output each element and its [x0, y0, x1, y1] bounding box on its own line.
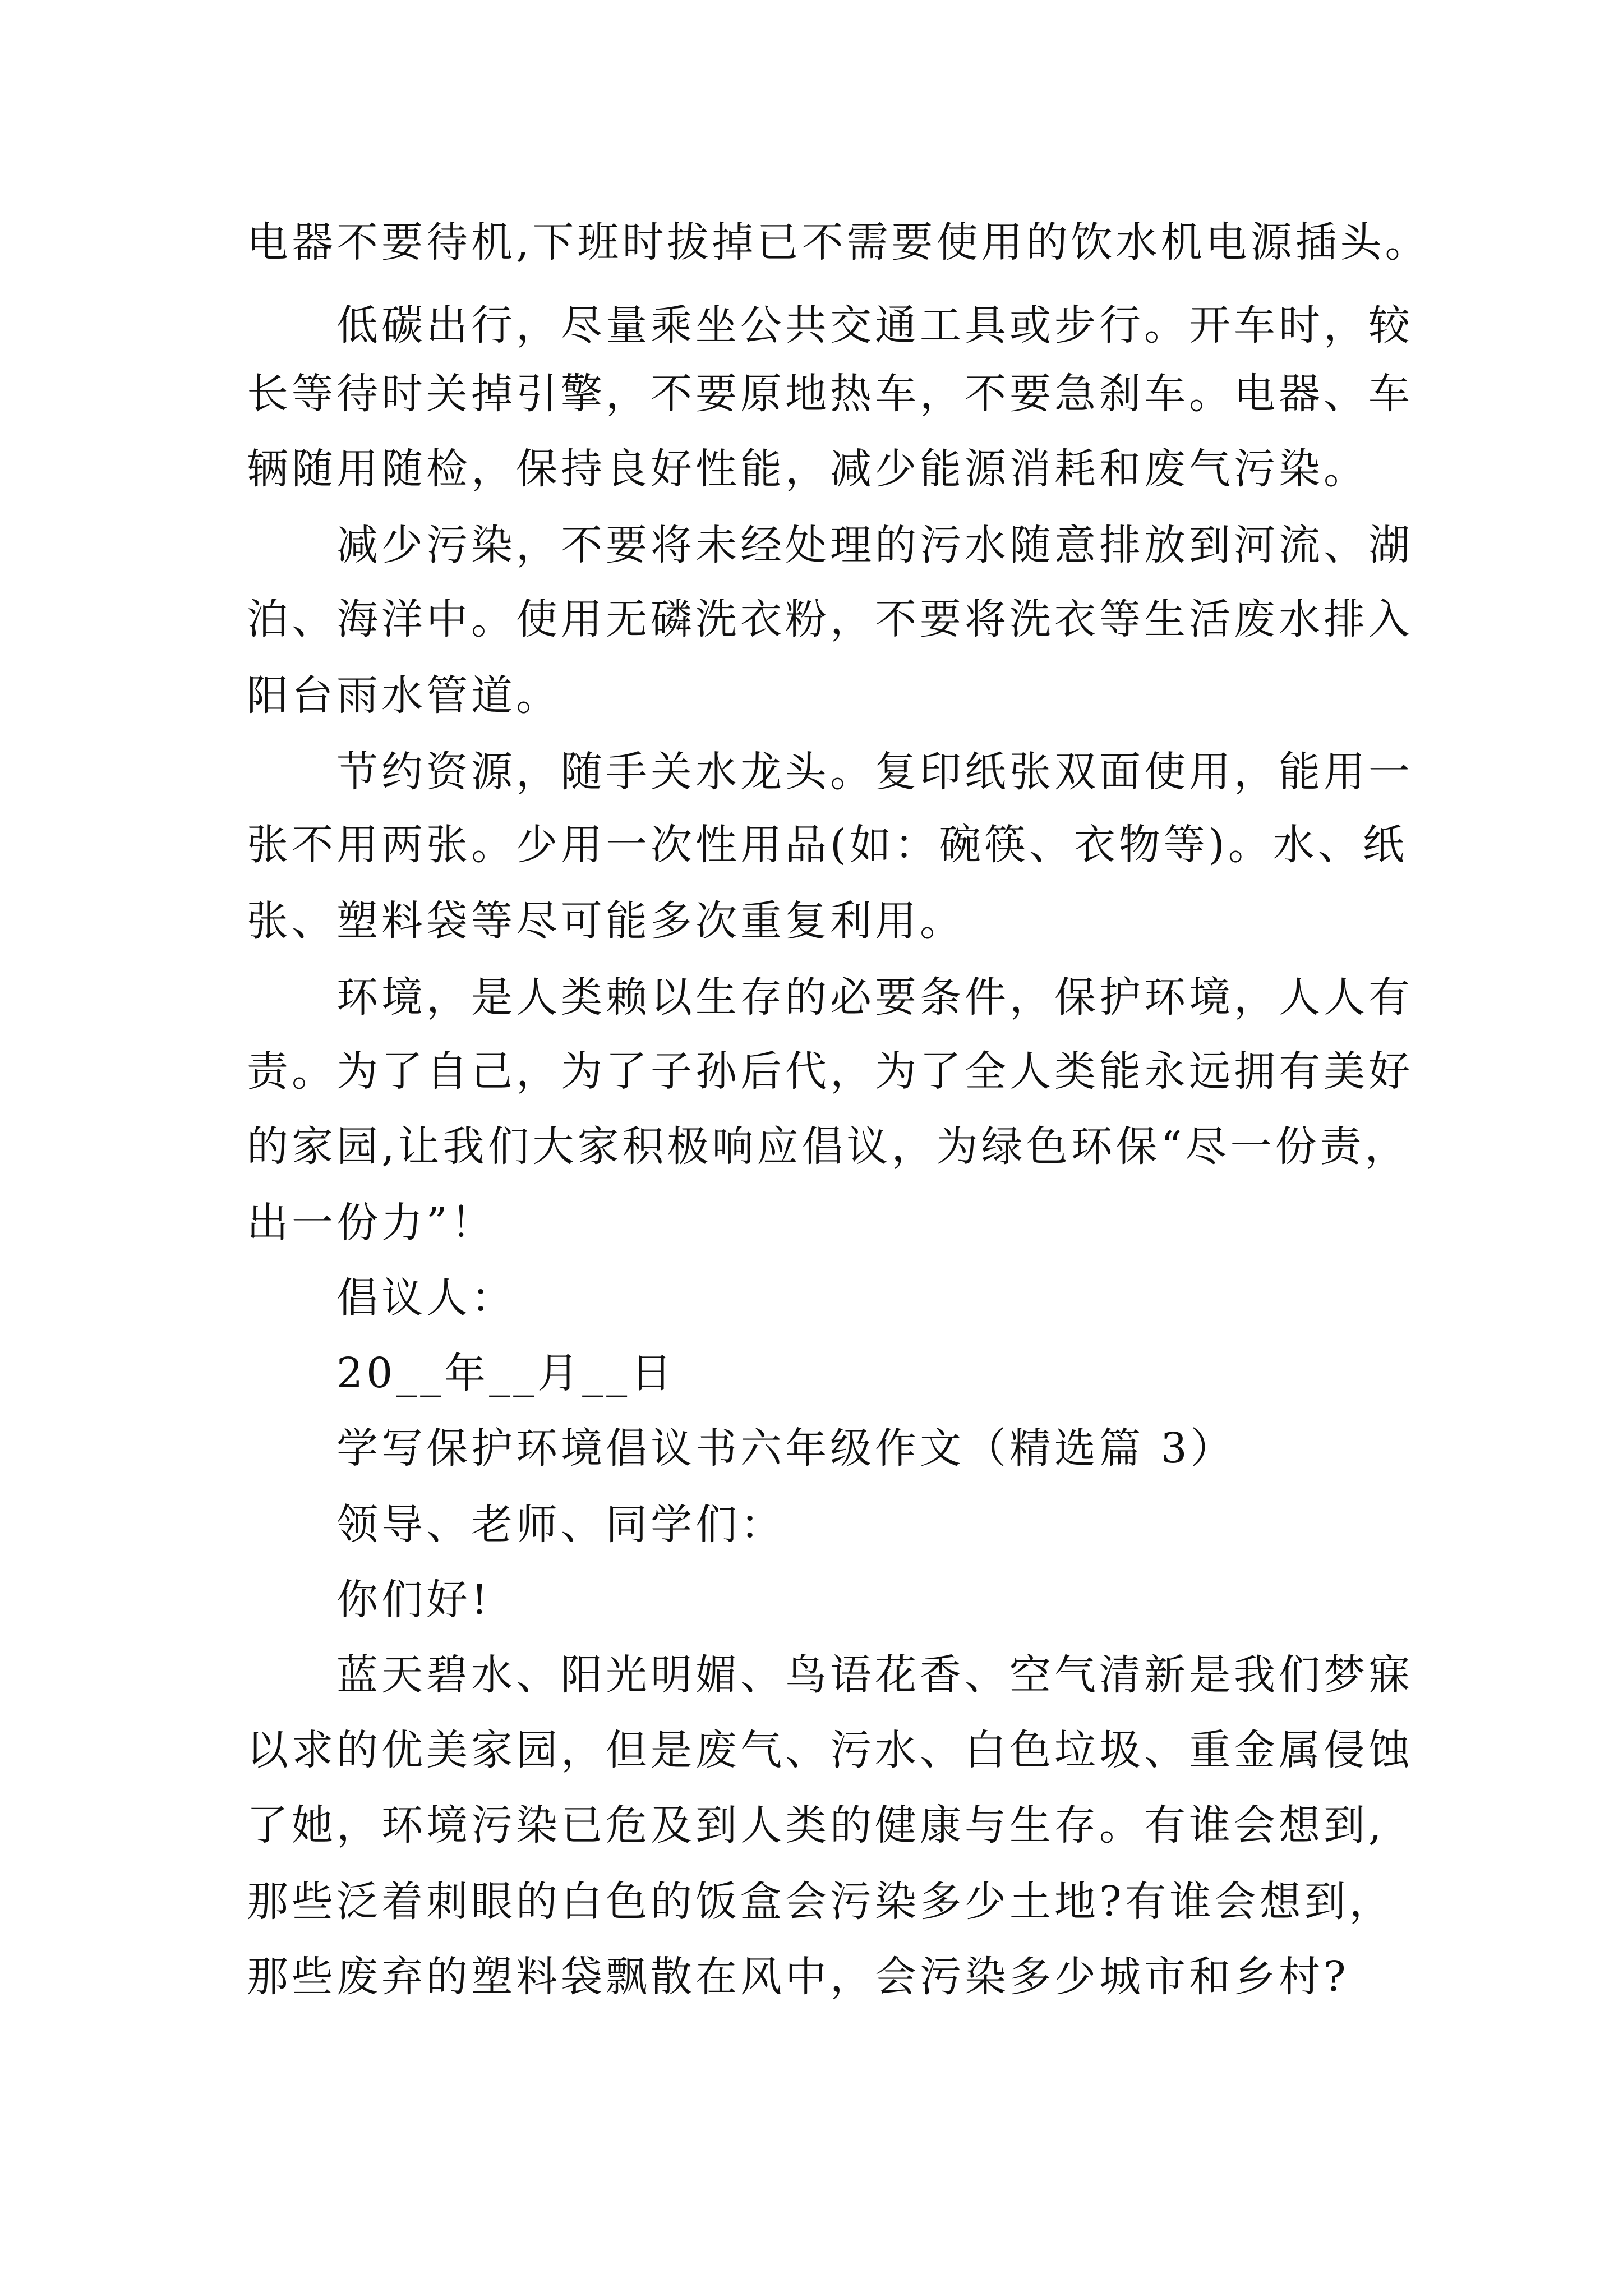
paragraph-line: 的家园,让我们大家积极响应倡议，为绿色环保“尽一份责， [247, 1122, 1410, 1171]
paragraph-line: 那些泛着刺眼的白色的饭盒会污染多少土地?有谁会想到， [247, 1878, 1394, 1926]
paragraph-line: 环境，是人类赖以生存的必要条件，保护环境，人人有 [336, 973, 1413, 1022]
paragraph-line: 出一份力”！ [247, 1199, 496, 1247]
paragraph-line: 长等待时关掉引擎，不要原地热车，不要急刹车。电器、车 [247, 370, 1413, 418]
paragraph-line: 辆随用随检，保持良好性能，减少能源消耗和废气污染。 [247, 445, 1368, 493]
paragraph-line: 那些废弃的塑料袋飘散在风中，会污染多少城市和乡村? [247, 1953, 1349, 2001]
paragraph-line: 责。为了自己，为了子孙后代，为了全人类能永远拥有美好 [247, 1047, 1413, 1096]
greeting: 你们好! [336, 1576, 491, 1624]
paragraph-line: 电器不要待机,下班时拔掉已不需要使用的饮水机电源插头。 [247, 218, 1430, 266]
salutation: 领导、老师、同学们： [336, 1501, 785, 1549]
paragraph-line: 阳台雨水管道。 [247, 671, 561, 720]
signature-label: 倡议人： [336, 1274, 516, 1322]
paragraph-line: 节约资源，随手关水龙头。复印纸张双面使用，能用一 [336, 748, 1413, 796]
paragraph-line: 泊、海洋中。使用无磷洗衣粉，不要将洗衣等生活废水排入 [247, 595, 1413, 643]
paragraph-line: 张不用两张。少用一次性用品(如：碗筷、衣物等)。水、纸 [247, 821, 1408, 869]
paragraph-line: 减少污染，不要将未经处理的污水随意排放到河流、湖 [336, 521, 1413, 569]
paragraph-line: 低碳出行，尽量乘坐公共交通工具或步行。开车时，较 [336, 301, 1413, 349]
paragraph-line: 了她，环境污染已危及到人类的健康与生存。有谁会想到, [247, 1801, 1385, 1849]
section-title: 学写保护环境倡议书六年级作文（精选篇 3） [336, 1424, 1235, 1473]
paragraph-line: 蓝天碧水、阳光明媚、鸟语花香、空气清新是我们梦寐 [336, 1651, 1413, 1699]
date-line: 20__年__月__日 [336, 1349, 676, 1397]
paragraph-line: 以求的优美家园，但是废气、污水、白色垃圾、重金属侵蚀 [247, 1726, 1413, 1774]
paragraph-line: 张、塑料袋等尽可能多次重复利用。 [247, 897, 965, 945]
